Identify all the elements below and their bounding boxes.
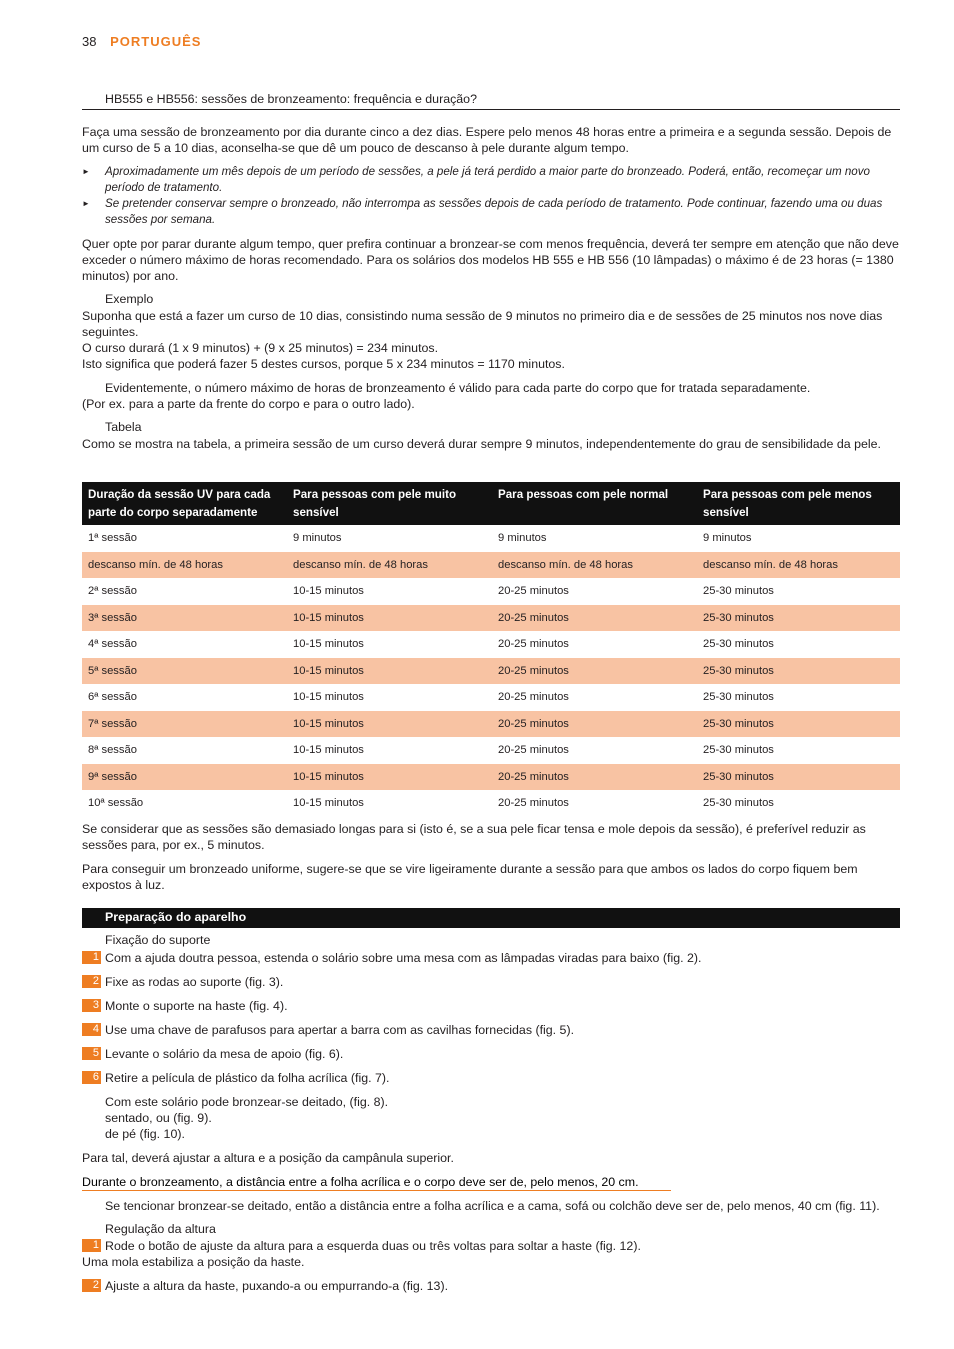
table-row bbox=[82, 605, 900, 632]
after-table-paragraph-2: Para conseguir um bronzeado uniforme, sugere-se que se vire ligeiramente durante a sessão para que ambos os lados do corpo fiquem bem expostos à luz. bbox=[82, 862, 858, 892]
spring-note: Uma mola estabiliza a posição da haste. bbox=[82, 1255, 305, 1269]
step-text: Retire a película de plástico da folha acrílica (fig. 7). bbox=[105, 1071, 390, 1085]
question-title: HB555 e HB556: sessões de bronzeamento: frequência e duração? bbox=[105, 92, 477, 106]
table-row bbox=[82, 684, 900, 711]
example-line-2: O curso durará (1 x 9 minutos) + (9 x 25 minutos) = 234 minutos. bbox=[82, 341, 439, 355]
bullet-icon: ► bbox=[82, 199, 90, 208]
example-line-3: Isto significa que poderá fazer 5 destes cursos, porque 5 x 234 minutos = 1170 minutos. bbox=[82, 357, 565, 371]
table-cell: descanso mín. de 48 horas bbox=[82, 552, 287, 579]
table-cell: 10ª sessão bbox=[88, 797, 144, 810]
table-row bbox=[82, 764, 900, 791]
table-cell: 10-15 minutos bbox=[293, 691, 364, 704]
bullet-text: Aproximadamente um mês depois de um período de sessões, a pele já terá perdido a maior parte do bronzeado. Poderá, então, recomeçar um novo período de tratamento. bbox=[105, 165, 870, 194]
table-cell: 25-30 minutos bbox=[703, 585, 774, 598]
table-cell: 25-30 minutos bbox=[703, 797, 774, 810]
position-line: Com este solário pode bronzear-se deitado, (fig. 8). bbox=[105, 1095, 389, 1109]
max-hours-paragraph: Quer opte por parar durante algum tempo, quer prefira continuar a bronzear-se com menos frequência, deverá ter sempre em atenção que não deve exceder o número máximo de horas recomendado. Para os solários dos modelos HB 555 e HB 556 (10 lâmpadas) o máximo é de 23 horas (= 1380 minutos) por ano. bbox=[82, 237, 899, 283]
step-text: Fixe as rodas ao suporte (fig. 3). bbox=[105, 975, 284, 989]
section-bar bbox=[82, 908, 900, 928]
step-number: 2 bbox=[82, 975, 101, 988]
table-cell: 25-30 minutos bbox=[697, 658, 900, 685]
column-header: Para pessoas com pele muito sensível bbox=[287, 482, 492, 525]
column-header: Duração da sessão UV para cada parte do corpo separadamente bbox=[82, 482, 287, 525]
distance-warning: Durante o bronzeamento, a distância entre a folha acrílica e o corpo deve ser de, pelo menos, 20 cm. bbox=[82, 1174, 671, 1191]
step-number: 1 bbox=[82, 1239, 101, 1252]
table-cell: 20-25 minutos bbox=[498, 585, 569, 598]
table-cell: 25-30 minutos bbox=[703, 691, 774, 704]
table-row bbox=[82, 711, 900, 738]
table-cell: 10-15 minutos bbox=[293, 638, 364, 651]
step-number: 2 bbox=[82, 1279, 101, 1292]
table-cell: 20-25 minutos bbox=[498, 691, 569, 704]
step-number: 6 bbox=[82, 1071, 101, 1084]
after-table-paragraph-1: Se considerar que as sessões são demasiado longas para si (isto é, se a sua pele ficar tensa e mole depois da sessão), é preferível reduzir as sessões para, por ex., 5 minutos. bbox=[82, 822, 866, 852]
step-text: Com a ajuda doutra pessoa, estenda o solário sobre uma mesa com as lâmpadas viradas para baixo (fig. 2). bbox=[105, 951, 702, 965]
bullet-item bbox=[82, 164, 900, 196]
table-cell: 10-15 minutos bbox=[293, 585, 364, 598]
table-cell: 20-25 minutos bbox=[492, 764, 697, 791]
table-cell: descanso mín. de 48 horas bbox=[492, 552, 697, 579]
table-cell: 20-25 minutos bbox=[498, 638, 569, 651]
table-row bbox=[82, 578, 900, 605]
table-cell: descanso mín. de 48 horas bbox=[697, 552, 900, 579]
table-cell: 25-30 minutos bbox=[703, 744, 774, 757]
table-cell: 10-15 minutos bbox=[293, 797, 364, 810]
table-cell: 25-30 minutos bbox=[703, 638, 774, 651]
position-line: sentado, ou (fig. 9). bbox=[105, 1111, 212, 1125]
table-cell: 6ª sessão bbox=[88, 691, 137, 704]
section-title: Preparação do aparelho bbox=[105, 910, 247, 924]
table-row bbox=[82, 658, 900, 685]
table-cell: 7ª sessão bbox=[82, 711, 287, 738]
intro-paragraph: Faça uma sessão de bronzeamento por dia durante cinco a dez dias. Espere pelo menos 48 horas entre a primeira e a segunda sessão. Depois de um curso de 5 a 10 dias, aconselha-se que dê um pouco de descanso à pele durante algum tempo. bbox=[82, 125, 892, 155]
language-title: PORTUGUÊS bbox=[110, 34, 202, 49]
table-cell: 10-15 minutos bbox=[287, 658, 492, 685]
table-cell: 10-15 minutos bbox=[287, 764, 492, 791]
table-intro: Como se mostra na tabela, a primeira sessão de um curso deverá durar sempre 9 minutos, independentemente do grau de sensibilidade da pele. bbox=[82, 437, 881, 451]
table-cell: 10-15 minutos bbox=[287, 605, 492, 632]
table-row bbox=[82, 525, 900, 552]
table-cell: 4ª sessão bbox=[88, 638, 137, 651]
table-cell: 25-30 minutos bbox=[697, 711, 900, 738]
table-cell: 3ª sessão bbox=[82, 605, 287, 632]
column-header: Para pessoas com pele menos sensível bbox=[697, 482, 900, 525]
table-cell: 20-25 minutos bbox=[492, 605, 697, 632]
bullet-icon: ► bbox=[82, 167, 90, 176]
bullet-text: Se pretender conservar sempre o bronzeado, não interrompa as sessões depois de cada período de tratamento. Pode continuar, fazendo uma ou duas sessões por semana. bbox=[105, 197, 883, 226]
table-row bbox=[82, 790, 900, 817]
lying-note: Se tencionar bronzear-se deitado, então a distância entre a folha acrílica e a cama, sofá ou colchão deve ser de, pelo menos, 40 cm (fig. 11). bbox=[105, 1199, 880, 1213]
table-cell: 20-25 minutos bbox=[498, 797, 569, 810]
step-text: Monte o suporte na haste (fig. 4). bbox=[105, 999, 288, 1013]
table-row bbox=[82, 737, 900, 764]
example-heading: Exemplo bbox=[105, 292, 154, 306]
table-cell: 10-15 minutos bbox=[287, 711, 492, 738]
example-line-1: Suponha que está a fazer um curso de 10 dias, consistindo numa sessão de 9 minutos no primeiro dia e de sessões de 25 minutos nos nove dias seguintes. bbox=[82, 309, 883, 339]
table-cell: 5ª sessão bbox=[82, 658, 287, 685]
table-cell: 2ª sessão bbox=[88, 585, 137, 598]
table-cell: 9 minutos bbox=[293, 532, 342, 545]
table-cell: descanso mín. de 48 horas bbox=[287, 552, 492, 579]
table-cell: 10-15 minutos bbox=[293, 744, 364, 757]
note-line-2: (Por ex. para a parte da frente do corpo e para o outro lado). bbox=[82, 397, 415, 411]
page-header bbox=[82, 34, 201, 49]
table-header-row bbox=[82, 482, 900, 525]
table-row bbox=[82, 631, 900, 658]
title-rule bbox=[82, 109, 900, 110]
table-cell: 9 minutos bbox=[498, 532, 547, 545]
adjust-note: Para tal, deverá ajustar a altura e a posição da campânula superior. bbox=[82, 1151, 454, 1165]
height-subheading: Regulação da altura bbox=[105, 1222, 216, 1236]
table-cell: 20-25 minutos bbox=[492, 711, 697, 738]
table-cell: 9 minutos bbox=[703, 532, 752, 545]
table-cell: 20-25 minutos bbox=[492, 658, 697, 685]
step-number: 3 bbox=[82, 999, 101, 1012]
step-number: 1 bbox=[82, 951, 101, 964]
note-line-1: Evidentemente, o número máximo de horas de bronzeamento é válido para cada parte do corpo que for tratada separadamente. bbox=[105, 381, 811, 395]
table-heading: Tabela bbox=[105, 420, 142, 434]
step-number: 4 bbox=[82, 1023, 101, 1036]
table-cell: 25-30 minutos bbox=[697, 605, 900, 632]
table-cell: 25-30 minutos bbox=[697, 764, 900, 791]
step-text: Levante o solário da mesa de apoio (fig. 6). bbox=[105, 1047, 344, 1061]
bullet-item bbox=[82, 196, 900, 228]
table-cell: 1ª sessão bbox=[88, 532, 137, 545]
table-cell: 20-25 minutos bbox=[498, 744, 569, 757]
step-text: Use uma chave de parafusos para apertar a barra com as cavilhas fornecidas (fig. 5). bbox=[105, 1023, 575, 1037]
step-text: Rode o botão de ajuste da altura para a esquerda duas ou três voltas para soltar a haste (fig. 12). bbox=[105, 1239, 641, 1253]
table-body bbox=[82, 525, 900, 817]
step-text: Ajuste a altura da haste, puxando-a ou empurrando-a (fig. 13). bbox=[105, 1279, 449, 1293]
position-line: de pé (fig. 10). bbox=[105, 1127, 185, 1141]
support-subheading: Fixação do suporte bbox=[105, 933, 211, 947]
page-number: 38 bbox=[82, 34, 97, 49]
session-table bbox=[82, 482, 900, 817]
table-row bbox=[82, 552, 900, 579]
column-header: Para pessoas com pele normal bbox=[492, 482, 697, 525]
table-cell: 8ª sessão bbox=[88, 744, 137, 757]
table-cell: 9ª sessão bbox=[82, 764, 287, 791]
step-number: 5 bbox=[82, 1047, 101, 1060]
